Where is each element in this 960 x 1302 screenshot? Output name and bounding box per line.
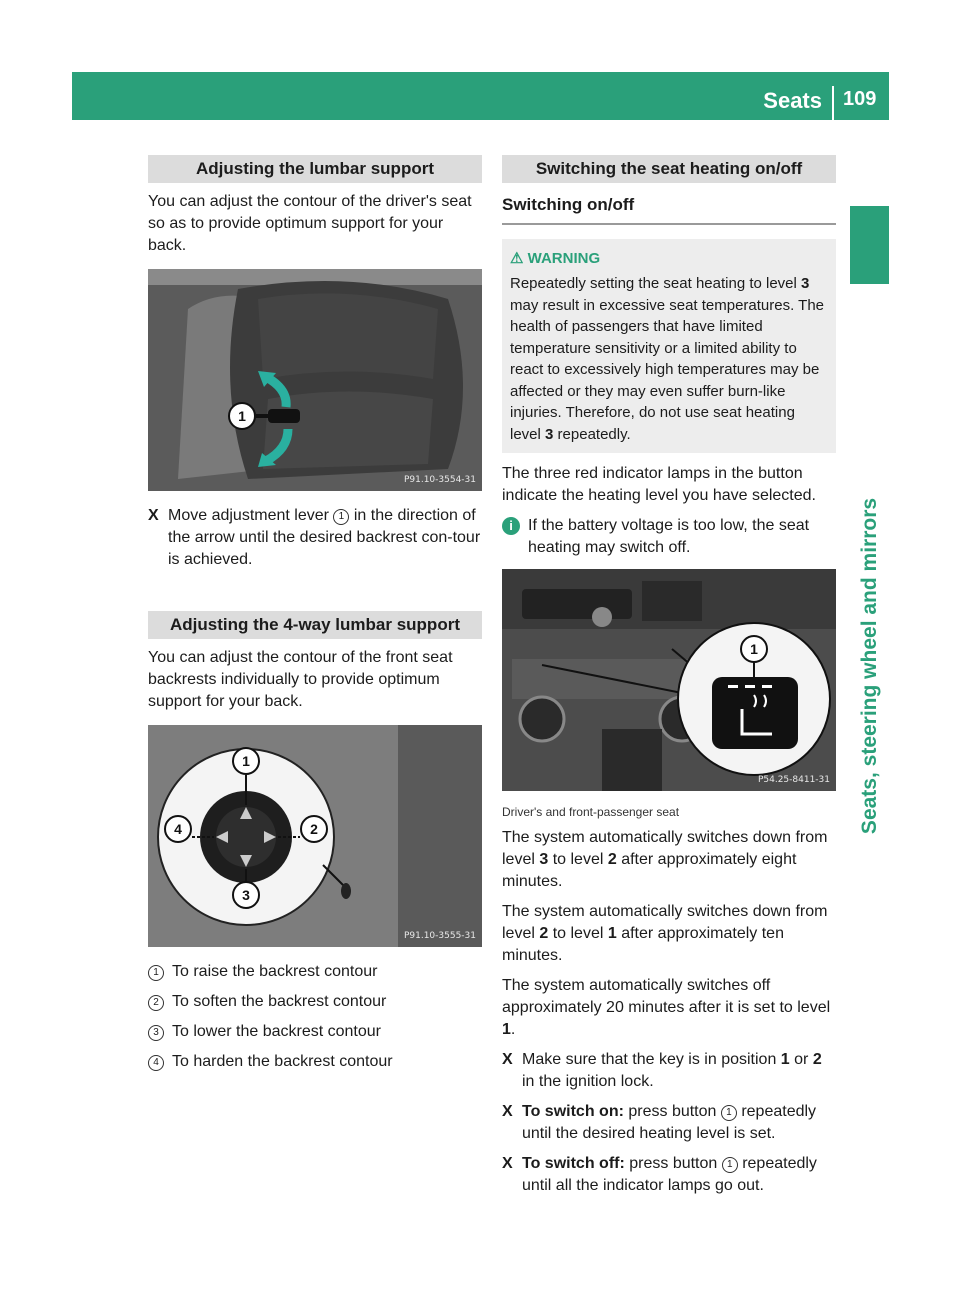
section-title: Seats xyxy=(763,88,822,113)
step-switch-on: X To switch on: press button 1 repeatedly until the desired heating level is set. xyxy=(502,1101,836,1145)
figure-ref: P91.10-3554-31 xyxy=(403,475,476,485)
four-way-lumbar-intro: You can adjust the contour of the front seat backrests individually to provide optimum support for your back. xyxy=(148,649,453,710)
four-way-lumbar-figure xyxy=(148,725,482,947)
side-tab-label: Seats, steering wheel and mirrors xyxy=(857,497,881,835)
seat-heating-figure xyxy=(502,569,836,791)
callout-1: 1 xyxy=(750,641,758,657)
four-way-lumbar-heading: Adjusting the 4-way lumbar support xyxy=(148,611,482,639)
list-item: 4 To harden the backrest contour xyxy=(148,1051,482,1073)
step-marker: X xyxy=(502,1051,513,1068)
page-number: 109 xyxy=(843,88,877,110)
lumbar-support-intro: You can adjust the contour of the driver's seat so as to provide optimum support for your back. xyxy=(148,193,472,254)
figure-caption: Driver's and front-passenger seat xyxy=(502,805,680,819)
list-item: 1 To raise the backrest contour xyxy=(148,961,482,983)
step-switch-off: X To switch off: press button 1 repeatedly until all the indicator lamps go out. xyxy=(502,1153,836,1197)
info-note: i If the battery voltage is too low, the seat heating may switch off. xyxy=(502,515,836,559)
figure-ref: P54.25-8411-31 xyxy=(757,775,830,785)
callout-1: 1 xyxy=(238,408,246,424)
list-item: 3 To lower the backrest contour xyxy=(148,1021,482,1043)
warning-title: ⚠ WARNING xyxy=(510,250,601,267)
lumbar-support-heading: Adjusting the lumbar support xyxy=(148,155,482,183)
figure-ref: P91.10-3555-31 xyxy=(403,931,476,941)
seat-heating-heading: Switching the seat heating on/off xyxy=(502,155,836,183)
list-item: 2 To soften the backrest contour xyxy=(148,991,482,1013)
lumbar-lever-figure xyxy=(148,269,482,491)
warning-triangle-icon: ⚠ xyxy=(510,250,524,267)
callout-ref: 1 xyxy=(333,509,349,525)
lumbar-step: X Move adjustment lever 1 in the direction of the arrow until the desired backrest con-tour is achieved. xyxy=(148,505,482,571)
level-2-to-1-text: The system automatically switches down from level 2 to level 1 after approximately ten minutes. xyxy=(502,903,828,964)
callout-4: 4 xyxy=(174,821,182,837)
warning-box xyxy=(502,239,836,453)
callout-1: 1 xyxy=(242,753,250,769)
four-way-switch-illustration xyxy=(148,725,482,947)
center-console-illustration xyxy=(502,569,836,791)
callout-2: 2 xyxy=(310,821,318,837)
step-marker: X xyxy=(148,507,159,524)
warning-text: Repeatedly setting the seat heating to level 3 may result in excessive seat temperatures. The health of passengers that have limited temperature sensitivity or a limited ability to react to excessively high temperatures may be affected or they may even suffer burn-like injuries. Therefore, do not use seat heating level 3 repeatedly. xyxy=(510,275,825,443)
right-column xyxy=(502,155,836,1205)
callout-ref: 1 xyxy=(721,1105,737,1121)
left-column xyxy=(148,155,482,1081)
header-divider xyxy=(832,86,834,120)
indicator-lamps-text: The three red indicator lamps in the button indicate the heating level you have selected. xyxy=(502,465,816,504)
switching-subheading: Switching on/off xyxy=(502,191,836,225)
auto-off-text: The system automatically switches off approximately 20 minutes after it is set to level 1. xyxy=(502,977,831,1038)
step-marker: X xyxy=(502,1103,513,1120)
side-tab-marker xyxy=(850,206,889,284)
callout-ref: 1 xyxy=(722,1157,738,1173)
step-key-position: X Make sure that the key is in position 1 or 2 in the ignition lock. xyxy=(502,1049,836,1093)
step-marker: X xyxy=(502,1155,513,1172)
info-icon: i xyxy=(502,517,520,535)
callout-3: 3 xyxy=(242,887,250,903)
seat-lever-illustration xyxy=(148,269,482,491)
level-3-to-2-text: The system automatically switches down from level 3 to level 2 after approximately eight minutes. xyxy=(502,829,828,890)
